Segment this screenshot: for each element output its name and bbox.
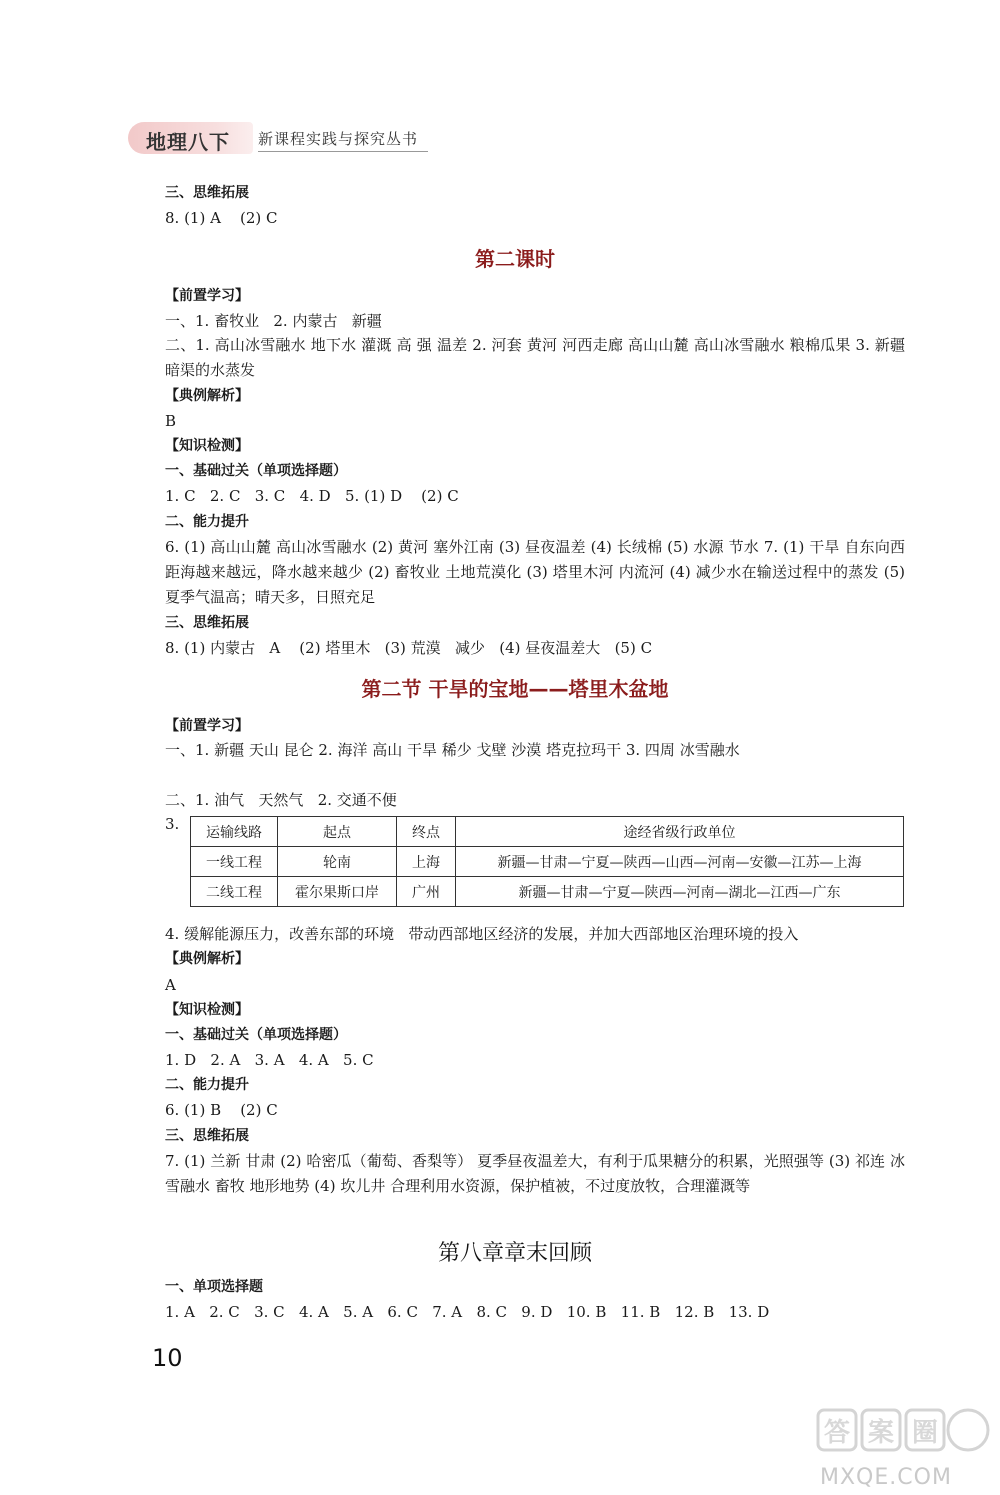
svg-text:答: 答 [824, 1418, 851, 1448]
answer-paragraph: 一、1. 新疆 天山 昆仑 2. 海洋 高山 干旱 稀少 戈壁 沙漠 塔克拉玛干 3. 四周 冰雪融水 [165, 741, 740, 759]
table-cell: 新疆—甘肃—宁夏—陕西—山西—河南—安徽—江苏—上海 [456, 847, 904, 877]
table-header-row [191, 817, 904, 847]
table-cell: 二线工程 [191, 877, 278, 907]
answer-line: 二、1. 油气 天然气 2. 交通不便 [165, 791, 397, 809]
answer-line: 1. A 2. C 3. C 4. A 5. A 6. C 7. A 8. C 9. D 10. B 11. B 12. B 13. D [165, 1303, 770, 1321]
svg-text:案: 案 [868, 1418, 895, 1448]
table-cell: 一线工程 [191, 847, 278, 877]
answer-line: 4. 缓解能源压力，改善东部的环境 带动西部地区经济的发展，并加大西部地区治理环境的投入 [165, 925, 799, 943]
answer-line: 1. C 2. C 3. C 4. D 5. (1) D (2) C [165, 487, 459, 505]
subheading: 二、能力提升 [165, 514, 249, 530]
subheading: 三、思维拓展 [165, 185, 249, 201]
answer-paragraph: 二、1. 高山冰雪融水 地下水 灌溉 高 强 温差 2. 河套 黄河 河西走廊 高山山麓 高山冰雪融水 粮棉瓜果 3. 新疆 暗渠的水蒸发 [165, 336, 905, 379]
subheading: 一、基础过关（单项选择题） [165, 1027, 347, 1043]
watermark-text: MXQE.COM [820, 1465, 952, 1490]
table-cell: 新疆—甘肃—宁夏—陕西—河南—湖北—江西—广东 [456, 877, 904, 907]
chapter-review-title: 第八章章末回顾 [437, 1241, 592, 1266]
section-title-lesson2: 第二课时 [475, 247, 555, 271]
table-header-cell: 起点 [278, 817, 397, 847]
table-cell: 轮南 [278, 847, 397, 877]
answer-line: A [165, 976, 176, 994]
header-series: 新课程实践与探究丛书 [258, 130, 419, 148]
table-header-cell: 终点 [397, 817, 456, 847]
subheading: 一、单项选择题 [165, 1279, 263, 1295]
section-title-tarim: 第二节 干旱的宝地——塔里木盆地 [361, 677, 669, 701]
answer-paragraph: 7. (1) 兰新 甘肃 (2) 哈密瓜（葡萄、香梨等） 夏季昼夜温差大，有利于瓜果糖分的积累，光照强等 (3) 祁连 冰雪融水 畜牧 地形地势 (4) 坎儿井 合理利用水资源，保护植被，不过度放牧，合理灌溉等 [165, 1152, 905, 1195]
table-cell: 上海 [397, 847, 456, 877]
svg-text:圈: 圈 [912, 1418, 939, 1448]
subheading: 【前置学习】 [165, 718, 249, 734]
answer-line: 8. (1) 内蒙古 A (2) 塔里木 (3) 荒漠 减少 (4) 昼夜温差大 (5) C [165, 639, 653, 657]
answer-line: 一、1. 畜牧业 2. 内蒙古 新疆 [165, 312, 382, 330]
answer-line: B [165, 412, 177, 430]
table-cell: 霍尔果斯口岸 [278, 877, 397, 907]
subheading: 【知识检测】 [165, 438, 249, 454]
answer-line: 8. (1) A (2) C [165, 209, 278, 227]
subheading: 【知识检测】 [165, 1002, 249, 1018]
subheading: 三、思维拓展 [165, 1128, 249, 1144]
table-row [191, 847, 904, 877]
subheading: 【典例解析】 [165, 951, 249, 967]
subheading: 【前置学习】 [165, 288, 249, 304]
route-table [190, 816, 904, 907]
table-cell: 广州 [397, 877, 456, 907]
table-header-cell: 运输线路 [191, 817, 278, 847]
subheading: 二、能力提升 [165, 1077, 249, 1093]
subheading: 一、基础过关（单项选择题） [165, 463, 347, 479]
answer-line: 6. (1) B (2) C [165, 1101, 278, 1119]
table-header-cell: 途经省级行政单位 [456, 817, 904, 847]
header-subject: 地理八下 [146, 130, 230, 154]
header-rule [258, 151, 428, 152]
answer-line: 1. D 2. A 3. A 4. A 5. C [165, 1051, 374, 1069]
answer-paragraph: 6. (1) 高山山麓 高山冰雪融水 (2) 黄河 塞外江南 (3) 昼夜温差 (4) 长绒棉 (5) 水源 节水 7. (1) 干旱 自东向西距海越来越远，降水越来越少 (2) 畜牧业 土地荒漠化 (3) 塔里木河 内流河 (4) 减少水在输送过程中的蒸发 (5) 夏季气温高；晴天多，日照充足 [165, 538, 905, 606]
page-number: 10 [152, 1344, 183, 1372]
table-row [191, 877, 904, 907]
subheading: 三、思维拓展 [165, 615, 249, 631]
subheading: 【典例解析】 [165, 388, 249, 404]
answer-line: 3. [165, 815, 180, 833]
